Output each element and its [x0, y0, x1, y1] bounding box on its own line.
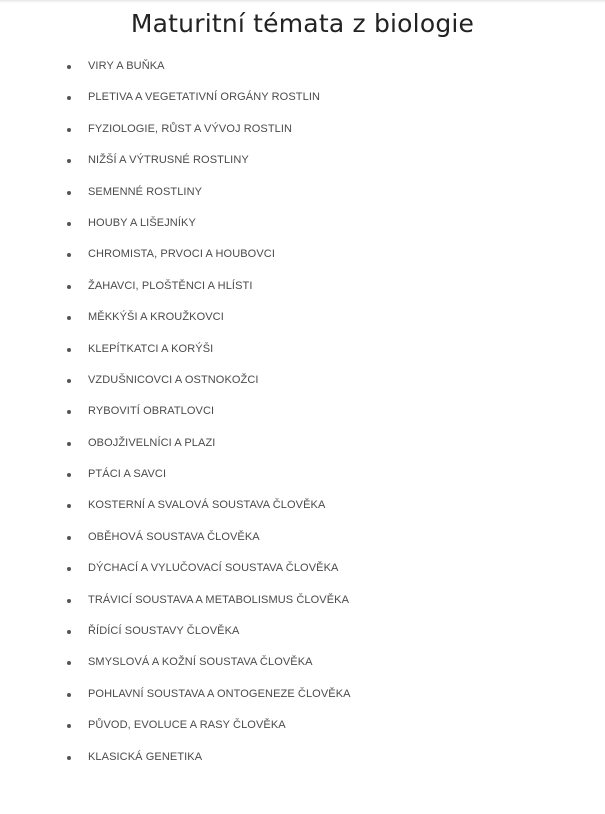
topic-label: POHLAVNÍ SOUSTAVA A ONTOGENEZE ČLOVĚKA [88, 687, 351, 700]
bullet-icon [67, 253, 71, 257]
list-item [0, 616, 351, 647]
list-item [0, 647, 351, 678]
bullet-icon [67, 379, 71, 383]
list-item [0, 145, 351, 176]
topic-label: MĚKKÝŠI A KROUŽKOVCI [88, 311, 224, 324]
bullet-icon [67, 159, 71, 163]
list-item [0, 459, 351, 490]
topic-label: CHROMISTA, PRVOCI A HOUBOVCI [88, 248, 275, 261]
bullet-icon [67, 630, 71, 634]
list-item [0, 334, 351, 365]
bullet-icon [67, 661, 71, 665]
list-item [0, 585, 351, 616]
topic-label: HOUBY A LIŠEJNÍKY [88, 216, 196, 229]
bullet-icon [67, 191, 71, 195]
list-item [0, 396, 351, 427]
list-item [0, 679, 351, 710]
topic-label: RYBOVITÍ OBRATLOVCI [88, 405, 215, 418]
list-item [0, 208, 351, 239]
topic-label: PŮVOD, EVOLUCE A RASY ČLOVĚKA [88, 719, 286, 732]
topic-label: OBOJŽIVELNÍCI A PLAZI [88, 436, 216, 449]
topic-label: ŘÍDÍCÍ SOUSTAVY ČLOVĚKA [88, 625, 240, 638]
bullet-icon [67, 96, 71, 100]
bullet-icon [67, 442, 71, 446]
bullet-icon [67, 567, 71, 571]
list-item [0, 82, 351, 113]
bullet-icon [67, 222, 71, 226]
bullet-icon [67, 724, 71, 728]
topic-label: SEMENNÉ ROSTLINY [88, 185, 203, 198]
topic-label: KLASICKÁ GENETIKA [88, 750, 203, 763]
topic-label: FYZIOLOGIE, RŮST A VÝVOJ ROSTLIN [88, 122, 293, 135]
list-item [0, 177, 351, 208]
list-item [0, 271, 351, 302]
bullet-icon [67, 693, 71, 697]
bullet-icon [67, 536, 71, 540]
bullet-icon [67, 504, 71, 508]
bullet-icon [67, 599, 71, 603]
topic-label: KOSTERNÍ A SVALOVÁ SOUSTAVA ČLOVĚKA [88, 499, 326, 512]
bullet-icon [67, 128, 71, 132]
bullet-icon [67, 316, 71, 320]
list-item [0, 490, 351, 521]
bullet-icon [67, 410, 71, 414]
topic-list [0, 51, 351, 773]
list-item [0, 553, 351, 584]
bullet-icon [67, 65, 71, 69]
topic-label: SMYSLOVÁ A KOŽNÍ SOUSTAVA ČLOVĚKA [88, 656, 313, 669]
topic-label: DÝCHACÍ A VYLUČOVACÍ SOUSTAVA ČLOVĚKA [88, 562, 339, 575]
list-item [0, 302, 351, 333]
topic-label: OBĚHOVÁ SOUSTAVA ČLOVĚKA [88, 530, 260, 543]
list-item [0, 51, 351, 82]
topic-label: ŽAHAVCI, PLOŠTĚNCI A HLÍSTI [88, 279, 253, 292]
list-item [0, 365, 351, 396]
topic-label: VIRY A BUŇKA [88, 60, 165, 72]
bullet-icon [67, 473, 71, 477]
bullet-icon [67, 348, 71, 352]
list-item [0, 522, 351, 553]
list-item [0, 239, 351, 270]
topic-label: KLEPÍTKATCI A KORÝŠI [88, 342, 214, 355]
list-item [0, 114, 351, 145]
topic-label: VZDUŠNICOVCI A OSTNOKOŽCI [88, 373, 259, 386]
topic-label: TRÁVICÍ SOUSTAVA A METABOLISMUS ČLOVĚKA [88, 593, 350, 606]
bullet-icon [67, 756, 71, 760]
bullet-icon [67, 285, 71, 289]
topic-label: PTÁCI A SAVCI [88, 468, 167, 481]
topic-label: PLETIVA A VEGETATIVNÍ ORGÁNY ROSTLIN [88, 91, 321, 104]
list-item [0, 428, 351, 459]
list-item [0, 742, 351, 773]
document-title: Maturitní témata z biologie [130, 9, 475, 38]
list-item [0, 710, 351, 741]
topic-label: NIŽŠÍ A VÝTRUSNÉ ROSTLINY [88, 154, 249, 167]
